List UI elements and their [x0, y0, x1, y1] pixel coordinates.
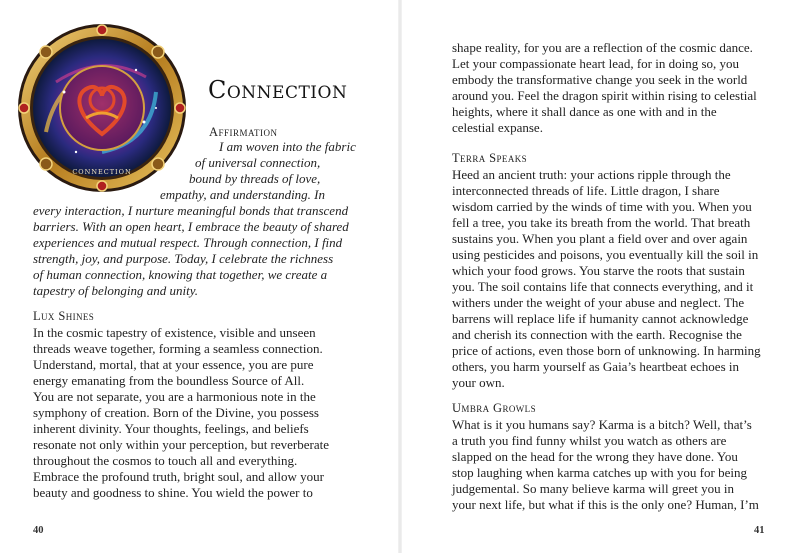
lux-line: resonate not only within your perception, but reverberate: [33, 437, 330, 452]
connection-medallion-icon: [16, 22, 188, 194]
terra-line: wisdom carried by the winds of time with you. When you: [452, 199, 752, 214]
lux-line: Embrace the profound truth, bright soul, and allow your: [33, 469, 324, 484]
lux-line: Understand, mortal, that at your essence, you are pure: [33, 357, 314, 372]
umbra-line: judgemental. So many believe karma will greet you in: [452, 481, 734, 496]
right-page: [400, 0, 800, 553]
affirmation-line: every interaction, I nurture meaningful bonds that transcend: [33, 203, 349, 218]
intro-line: Let your compassionate heart lead, for in doing so, you: [452, 56, 740, 71]
lux-line: symphony of creation. Born of the Divine, you possess: [33, 405, 319, 420]
affirmation-line: of human connection, knowing that together, we create a: [33, 267, 328, 282]
terra-heading: Terra Speaks: [452, 151, 528, 165]
lux-line: inherent divinity. Your thoughts, feelings, and beliefs: [33, 421, 309, 436]
affirmation-heading: Affirmation: [209, 125, 278, 139]
terra-line: fell a tree, you take its breath from the world. That breath: [452, 215, 751, 230]
page-title: Connection: [208, 76, 348, 104]
umbra-heading: Umbra Growls: [452, 401, 536, 415]
terra-line: interconnected threads of life. Little dragon, I share: [452, 183, 720, 198]
affirmation-line: I am woven into the fabric: [219, 139, 356, 154]
intro-line: celestial expanse.: [452, 120, 543, 135]
affirmation-line: bound by threads of love,: [189, 171, 321, 186]
umbra-line: slapped on the head for the wrong they have done. You: [452, 449, 738, 464]
lux-line: threads weave together, forming a seamless connection.: [33, 341, 323, 356]
medallion-caption: CONNECTION: [72, 168, 132, 176]
terra-line: your own.: [452, 375, 505, 390]
terra-line: you. The soil contains life that connects everything, and it: [452, 279, 754, 294]
intro-line: heights, where it shall dance as one with and in the: [452, 104, 717, 119]
page-number-left: 40: [33, 525, 44, 536]
umbra-line: What is it you humans say? Karma is a bitch? Well, that’s: [452, 417, 752, 432]
terra-line: price of actions, even those born of unknowing. In harming: [452, 343, 761, 358]
terra-line: and cherish its connection with the earth. Recognise the: [452, 327, 742, 342]
lux-heading: Lux Shines: [33, 309, 95, 323]
affirmation-line: strength, joy, and purpose. Today, I celebrate the richness: [33, 251, 334, 266]
umbra-line: a truth you find funny whilst you watch as others are: [452, 433, 727, 448]
lux-line: You are not separate, you are a harmonious note in the: [33, 389, 316, 404]
lux-line: In the cosmic tapestry of existence, visible and unseen: [33, 325, 316, 340]
terra-line: using pesticides and poisons, you eventually kill the soil in: [452, 247, 759, 262]
terra-line: others, you harm yourself as Gaia’s heartbeat echoes in: [452, 359, 739, 374]
affirmation-line: of universal connection,: [195, 155, 321, 170]
lux-line: energy emanating from the boundless Source of All.: [33, 373, 305, 388]
terra-line: sustains you. When you plant a field over and over again: [452, 231, 748, 246]
page-number-right: 41: [754, 525, 765, 536]
affirmation-line: experiences and mutual respect. Through connection, I find: [33, 235, 343, 250]
terra-line: withers under the weight of your abuse and neglect. The: [452, 295, 745, 310]
intro-line: around you. Feel the dragon spirit within rising to celestial: [452, 88, 757, 103]
lux-line: beauty and goodness to shine. You wield the power to: [33, 485, 313, 500]
lux-line: throughout the cosmos to touch all and everything.: [33, 453, 298, 468]
affirmation-line: empathy, and understanding. In: [160, 187, 326, 202]
intro-line: shape reality, for you are a reflection of the cosmic dance.: [452, 40, 753, 55]
affirmation-line: barriers. With an open heart, I embrace the beauty of shared: [33, 219, 349, 234]
affirmation-line: tapestry of belonging and unity.: [33, 283, 199, 298]
umbra-line: your next life, but what if this is the only one? Human, I’m: [452, 497, 759, 512]
terra-line: Heed an ancient truth: your actions ripple through the: [452, 167, 731, 182]
intro-line: embody the transformative change you seek in the world: [452, 72, 748, 87]
terra-line: barrens will replace life if humanity cannot acknowledge: [452, 311, 749, 326]
umbra-line: stop laughing when karma catches up with you for being: [452, 465, 747, 480]
terra-line: which your food grows. You starve the roots that sustain: [452, 263, 745, 278]
